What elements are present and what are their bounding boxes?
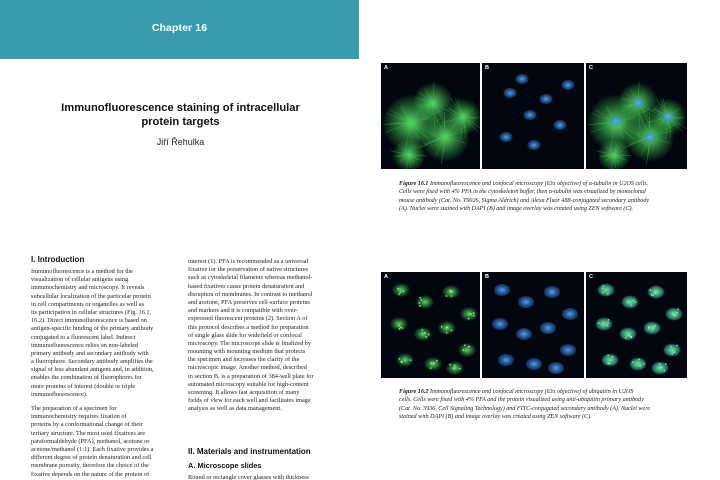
text-line: antigen-specific binding of the primary antibody [31,325,154,333]
speckle [433,362,435,364]
speckle [660,367,662,369]
speckle [425,336,427,338]
speckle [648,326,650,328]
speckle [410,359,412,361]
speckle [654,325,656,327]
text-line: immunochemistry and microscopy. It reveals [31,284,145,292]
caption-text: (A). Nuclei were stained with DAPI (B) and image overlay was created using ZEN software (C). [399,205,634,212]
speckle [674,315,676,317]
figure-16-1-panel-b [482,63,584,169]
chapter-label: Chapter 16 [151,22,208,34]
nucleus [662,112,674,122]
figure-16-2-panel-c [586,272,687,378]
text-line: immunofluorescence). [31,390,88,398]
speckle [421,329,423,331]
text-line: enables the combination of fluorophores for [31,374,142,382]
text-line: a fluorophore. Secondary antibody amplifies the [31,358,153,366]
text-line: fixative for the preservation of native structures [188,266,308,274]
ubiquitin-signal [446,361,464,375]
speckle [470,313,472,315]
text-line: its participation in cellular structures (Fig. 16.1, [31,308,152,316]
figure-16-1-panel-c [586,63,687,169]
text-line: more proteins of interest (double or triple [31,382,136,390]
speckle [665,363,667,365]
nucleus [524,110,537,120]
materials-heading: II. Materials and instrumentation [188,447,311,456]
speckle [673,351,675,353]
text-line: microscopy. The microscope slide is finalized by [188,339,312,347]
speckle [424,332,426,334]
nucleus [562,308,578,320]
caption-line [399,188,689,196]
speckle [473,315,475,317]
text-line: The preparation of a specimen for [31,405,117,412]
speckle [449,364,451,366]
speckle [459,368,461,370]
speckle [450,290,452,292]
caption-line [399,396,689,404]
caption-text: Cells were fixed with 4% PFA in the cytoskeleton buffer, then α-tubulin was visualized by monoclonal [399,189,646,196]
text-line: in section B, is a preparation of 384-well plate for [188,372,314,380]
nucleus [500,132,513,142]
speckle [632,361,634,363]
caption-line [399,205,689,213]
caption-line [399,405,689,413]
speckle [430,367,432,369]
ubiquitin-signal [663,343,681,357]
speckle [399,328,401,330]
speckle [453,367,455,369]
speckle [606,324,608,326]
speckle [672,314,674,316]
speckle [628,335,630,337]
caption-text: Immunofluorescence and confocal microscopy (63x objective) of α-tubulin in U2OS cells. [429,181,649,187]
nucleus [540,322,556,334]
nucleus [540,94,553,104]
speckle [400,326,402,328]
caption-text: mouse antibody (Cat. No. T9026, Sigma Aldrich) and Alexa Fluor 488-conjugated secondary antibody [399,197,650,204]
speckle [676,344,678,346]
speckle [607,319,609,321]
speckle [468,346,470,348]
text-line: Round or rectangle cover glasses with thickness [188,474,310,480]
speckle [654,292,656,294]
nucleus [516,74,529,84]
speckle [430,362,432,364]
ubiquitin-signal [595,317,613,331]
speckle [473,312,475,314]
text-line: of single glass slide for widefield or confocal [188,331,302,339]
speckle [428,334,430,336]
nucleus [562,80,575,90]
figure-16-1-caption [399,180,689,213]
caption-line [399,388,689,396]
speckle [398,325,400,327]
materials-text [188,474,334,480]
speckle [625,337,627,339]
nucleus [528,140,541,150]
ubiquitin-signal [392,283,410,297]
text-line: mounting with mounting medium that protects [188,348,306,356]
speckle [454,365,456,367]
ubiquitin-signal [619,327,637,341]
text-line: such as cytoskeletal filaments whereas methanol- [188,274,313,282]
speckle [419,305,421,307]
nucleus [494,284,510,296]
speckle [652,294,654,296]
overlay-microscopy-image [586,272,687,378]
figure-16-2-panel-b [482,272,584,378]
caption-text: cells. Cells were fixed with 4% PFA and the protein visualized using anti-ubiquitin primary antibody [399,397,644,404]
speckle [643,363,645,365]
speckle [602,292,604,294]
title-line: protein targets [141,116,220,128]
nucleus [526,358,542,370]
nucleus [548,362,564,374]
panel-label: A [384,274,388,280]
text-line: conjugated to a fluorescent label. Indirect [31,333,136,341]
speckle [436,360,438,362]
speckle [420,299,422,301]
speckle [403,290,405,292]
text-line: membrane porosity, therefore the choice of the [31,462,149,470]
text-line: signal of less abundant antigens and, in addition, [31,366,154,374]
nucleus [492,318,508,330]
panel-label: C [589,274,593,280]
speckle [397,288,399,290]
speckle [601,287,603,289]
text-line: primary antibody and secondary antibody with [31,349,149,357]
nucleus [632,98,644,108]
text-line: fixative depends on the nature of the protein of [31,470,150,478]
overlay-microscopy-image [586,63,687,169]
text-line: visualization of cellular antigens using [31,276,129,284]
text-line: immunochemistry requires fixation of [31,413,127,421]
speckle [630,336,632,338]
speckle [676,312,678,314]
speckle [638,358,640,360]
text-line: subcellular localization of the particular protein [31,292,151,300]
dapi-microscopy-image [482,272,584,378]
nucleus [504,88,517,98]
speckle [651,294,653,296]
text-line: and acetone, PFA preserves cell-surface proteins [188,298,310,306]
caption-text: stained with DAPI (B) and image overlay was created using ZEN software (C). [399,413,592,420]
speckle [650,289,652,291]
text-line: and markers and it is compatible with over- [188,307,298,315]
speckle [603,285,605,287]
speckle [609,362,611,364]
speckle [446,295,448,297]
speckle [400,291,402,293]
introduction-heading: I. Introduction [31,255,85,264]
ubiquitin-signal [651,361,669,375]
ubiquitin-microscopy-image [381,272,480,378]
dapi-microscopy-image [482,63,584,169]
author-name: Jiří Řehulka [156,137,205,147]
speckle [399,358,401,360]
speckle [639,365,641,367]
panel-label: C [589,65,593,71]
text-line: automated microscopy suitable for high-content [188,380,309,388]
text-line: tertiary structure. The most used fixatives are [31,429,146,437]
figure-16-1-panel-a [381,63,480,169]
text-line: immunofluorescence relies on non-labeled [31,341,139,349]
text-line: acetone/methanol (1:1). Each fixative provides a [31,445,154,453]
speckle [653,327,655,329]
nucleus [560,344,576,356]
text-line: interest (1). PFA is recommended as a universal [188,258,309,265]
speckle [441,326,443,328]
text-line: expressed fluorescent proteins (2). Section A of [188,315,308,323]
article-title [28,101,333,129]
speckle [464,344,466,346]
speckle [631,305,633,307]
speckle [419,297,421,299]
text-line: this protocol describes a method for preparation [188,323,309,331]
speckle [607,355,609,357]
speckle [398,293,400,295]
caption-text: (Cat. No. 3936, Cell Signaling Technology) and FITC-conjugated secondary antibody (A). Nuclei were [399,405,651,412]
text-line: based fixatives cause protein denaturation and [188,282,305,290]
speckle [677,308,679,310]
speckle [663,370,665,372]
speckle [612,356,614,358]
speckle [659,363,661,365]
text-line: Immunofluorescence is a method for the [31,268,133,275]
ubiquitin-signal [601,353,619,367]
text-line: different degree of protein denaturation and cell [31,454,152,462]
figure-number: Figure 16.1 [399,181,430,187]
figure-16-2-panel-a [381,272,480,378]
tubulin-microscopy-image [381,63,480,169]
speckle [627,301,629,303]
nucleus [554,120,567,130]
caption-line [399,197,689,205]
speckle [468,318,470,320]
speckle [671,353,673,355]
ubiquitin-signal [597,283,615,297]
microscope-slides-subheading: A. Microscope slides [188,461,262,470]
ubiquitin-signal [643,321,661,335]
speckle [635,301,637,303]
speckle [633,299,635,301]
nucleus [516,328,532,340]
nucleus [518,296,534,308]
speckle [670,346,672,348]
ubiquitin-signal [424,357,442,371]
figure-16-2-caption [399,388,689,421]
nucleus [610,116,622,126]
panel-label: B [485,65,489,71]
caption-line [399,180,689,188]
speckle [607,322,609,324]
speckle [598,322,600,324]
text-line: the specimen and increases the clarity of the [188,356,300,364]
title-line: Immunofluorescence staining of intracellular [61,102,300,114]
caption-line [399,413,689,421]
text-line: screening. It allows fast acquisition of many [188,389,300,396]
nucleus [644,132,656,142]
speckle [446,332,448,334]
panel-label: B [485,274,489,280]
speckle [463,349,465,351]
speckle [451,329,453,331]
text-line: disruption of membranes. In contrast to methanol [188,290,313,298]
ubiquitin-signal [647,285,665,299]
figure-number: Figure 16.2 [399,389,430,395]
speckle [402,327,404,329]
ubiquitin-signal [458,343,476,357]
panel-label: A [384,65,388,71]
text-line: microscopic image. Another method, described [188,364,307,372]
speckle [418,302,420,304]
text-line: fields of view for each well and facilitates image [188,397,311,405]
ubiquitin-signal [416,295,434,309]
nucleus [544,286,560,298]
text-line: analysis as well as data management. [188,405,282,413]
nucleus [498,354,514,366]
speckle [401,361,403,363]
introduction-column-2 [188,258,334,414]
speckle [607,293,609,295]
speckle [446,327,448,329]
introduction-column-1 [31,268,177,479]
caption-text: Immunofluorescence and confocal microscopy (63x objective) of ubiquitin in U2OS [429,389,634,395]
speckle [451,295,453,297]
text-line: paraformaldehyde (PFA), methanol, acetone or [31,437,150,445]
text-line: 16.2). Direct immunofluorescence is based on [31,317,147,325]
chapter-banner [0,0,359,59]
text-line: proteins by a conformational change of their [31,421,143,429]
text-line: in cell compartments or organelles as well as [31,300,145,308]
